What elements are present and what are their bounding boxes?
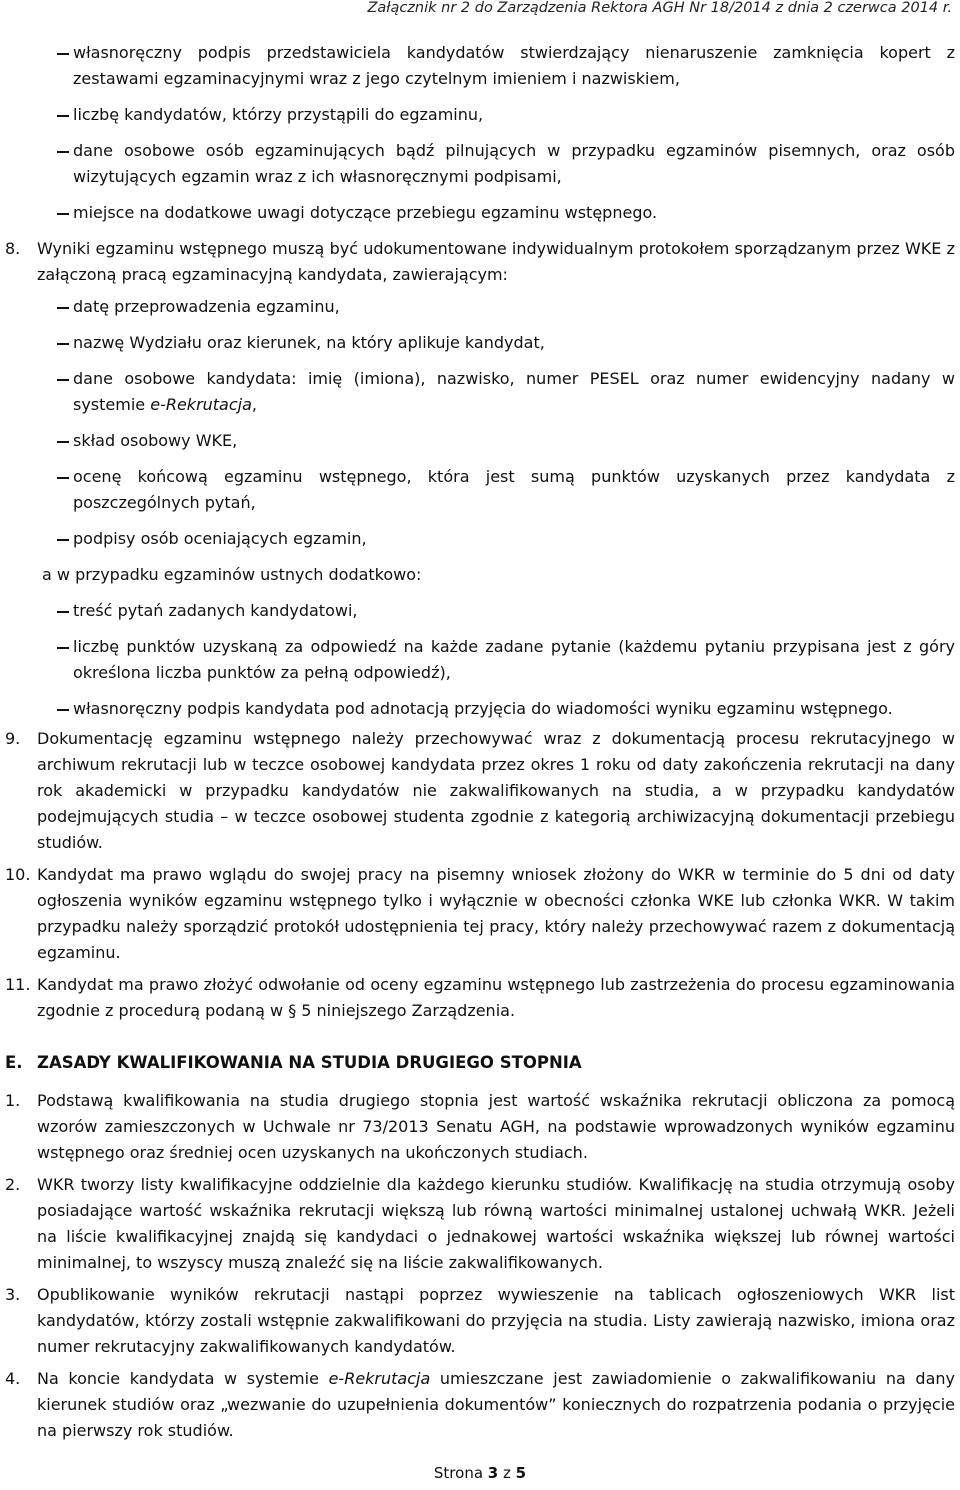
paragraph-number: 11. — [5, 975, 31, 994]
paragraph-text: Kandydat ma prawo wglądu do swojej pracy na pisemny wniosek złożony do WKR w terminie do 5 dni od daty ogłoszenia wyników egzaminu wstępnego tylko i wyłącznie w obecności członka WKE lub członka WKR. W takim przypadku należy sporządzić protokół udostępnienia tej pracy, który należy przechowywać razem z dokumentacją egzaminu. — [37, 865, 955, 962]
list-item: liczbę punktów uzyskaną za odpowiedź na każde zadane pytanie (każdemu pytaniu przypisana jest z góry określona liczba punktów za pełną odpowiedź), — [5, 634, 955, 686]
list-item: datę przeprowadzenia egzaminu, — [5, 294, 955, 320]
current-page-number: 3 — [487, 1464, 499, 1482]
list-item: dane osobowe kandydata: imię (imiona), nazwisko, numer PESEL oraz numer ewidencyjny nadany w systemie e-Rekrutacja, — [5, 366, 955, 418]
paragraph-9 — [5, 726, 955, 856]
paragraph-text: Wyniki egzaminu wstępnego muszą być udokumentowane indywidualnym protokołem sporządzanym przez WKE z załączoną pracą egzaminacyjną kandydata, zawierającym: — [37, 239, 955, 284]
paragraph-number: 9. — [5, 729, 21, 748]
page-header: Załącznik nr 2 do Zarządzenia Rektora AGH Nr 18/2014 z dnia 2 czerwca 2014 r. — [367, 0, 952, 16]
list-item: ocenę końcową egzaminu wstępnego, która jest sumą punktów uzyskanych przez kandydata z poszczególnych pytań, — [5, 464, 955, 516]
list-item: liczbę kandydatów, którzy przystąpili do egzaminu, — [5, 102, 955, 128]
list-item: skład osobowy WKE, — [5, 428, 955, 454]
section-item: 3. Opublikowanie wyników rekrutacji nastąpi poprzez wywieszenie na tablicach ogłoszeniowych WKR list kandydatów, którzy zostali wstępnie zakwalifikowani do przyjęcia na studia. Listy zawierają nazwisko, imiona oraz numer rekrutacyjny zakwalifikowanych kandydatów. — [5, 1285, 955, 1356]
oral-exam-intro: a w przypadku egzaminów ustnych dodatkowo: — [42, 565, 422, 584]
list-item: własnoręczny podpis przedstawiciela kandydatów stwierdzający nienaruszenie zamknięcia kopert z zestawami egzaminacyjnymi wraz z jego czytelnym imieniem i nazwiskiem, — [5, 40, 955, 92]
paragraph-number: 8. — [5, 239, 21, 258]
list-item: nazwę Wydziału oraz kierunek, na który aplikuje kandydat, — [5, 330, 955, 356]
total-pages: 5 — [515, 1464, 527, 1482]
paragraph-10 — [5, 862, 955, 966]
document-body — [5, 40, 955, 1450]
list-item: dane osobowe osób egzaminujących bądź pilnujących w przypadku egzaminów pisemnych, oraz osób wizytujących egzamin wraz z ich własnoręcznymi podpisami, — [5, 138, 955, 190]
section-item: 1. Podstawą kwalifikowania na studia drugiego stopnia jest wartość wskaźnika rekrutacji obliczona za pomocą wzorów zamieszczonych w Uchwale nr 73/2013 Senatu AGH, na podstawie wprowadzonych wyników egzaminu wstępnego oraz średniej ocen uzyskanych na ukończonych studiach. — [5, 1091, 955, 1162]
paragraph-11 — [5, 972, 955, 1024]
section-heading: E. ZASADY KWALIFIKOWANIA NA STUDIA DRUGIEGO STOPNIA — [5, 1053, 582, 1072]
list-item: miejsce na dodatkowe uwagi dotyczące przebiegu egzaminu wstępnego. — [5, 200, 955, 226]
list-item: własnoręczny podpis kandydata pod adnotacją przyjęcia do wiadomości wyniku egzaminu wstępnego. — [5, 696, 955, 722]
paragraph-text: Dokumentację egzaminu wstępnego należy przechowywać wraz z dokumentacją procesu rekrutacyjnego w archiwum rekrutacji lub w teczce osobowej kandydata przez okres 1 roku od daty zakończenia rekrutacji na dany rok akademicki w przypadku kandydatów nie zakwalifikowanych na studia, a w przypadku kandydatów podejmujących studia – w teczce osobowej studenta zgodnie z kategorią archiwizacyjną dokumentacji przebiegu studiów. — [37, 729, 955, 852]
section-item: 2. WKR tworzy listy kwalifikacyjne oddzielnie dla każdego kierunku studiów. Kwalifikację na studia otrzymują osoby posiadające wartość wskaźnika rekrutacji większą lub równą wartości minimalnej ustalonej uchwałą WKR. Jeżeli na liście kwalifikacyjnej znajdą się kandydaci o jednakowej wartości wskaźnika większej lub równej wartości minimalnej, to wszyscy muszą znaleźć się na liście zakwalifikowanych. — [5, 1175, 955, 1272]
list-item: treść pytań zadanych kandydatowi, — [5, 598, 955, 624]
paragraph-8 — [5, 236, 955, 288]
paragraph-number: 10. — [5, 865, 31, 884]
section-item: 4. Na koncie kandydata w systemie e-Rekrutacja umieszczane jest zawiadomienie o zakwalifikowaniu na dany kierunek studiów oraz „wezwanie do uzupełnienia dokumentów” koniecznych do rozpatrzenia podania o przyjęcie na pierwszy rok studiów. — [5, 1369, 955, 1440]
page-footer: Strona 3 z 5 — [433, 1464, 527, 1482]
paragraph-text: Kandydat ma prawo złożyć odwołanie od oceny egzaminu wstępnego lub zastrzeżenia do procesu egzaminowania zgodnie z procedurą podaną w § 5 niniejszego Zarządzenia. — [37, 975, 955, 1020]
list-item: podpisy osób oceniających egzamin, — [5, 526, 955, 552]
